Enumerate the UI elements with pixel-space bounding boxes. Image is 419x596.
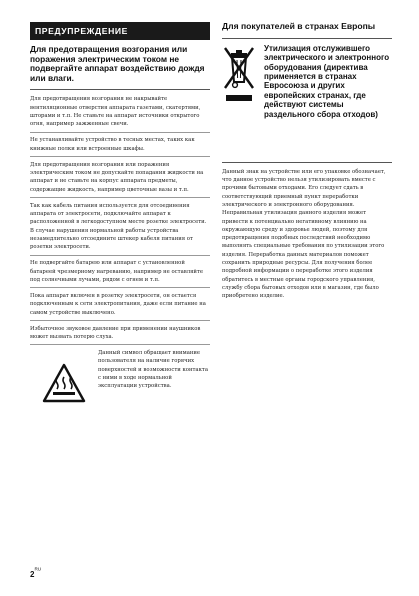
warning-subheader: Для предотвращения возгорания или поражения электрическим током не подвергайте аппарат воздействию дождя или влаги. — [30, 44, 205, 83]
crossed-bin-icon — [222, 44, 256, 92]
weee-body-text: Данный знак на устройстве или его упаковке обозначает, что данное устройство нельзя утилизировать вместе с прочими бытовыми отходами. Его следует сдать в соответствующий приемный пункт переработки электрического и электронного оборудования. Неправильная утилизация данного изделия может привести к потенциально негативному влиянию на окружающую среду и здоровье людей, поэтому для предотвращения подобных последствий необходимо выполнять специальные требования по утилизации этого изделия. Переработка данных материалов поможет сохранить природные ресурсы. Для получения более подробной информации о переработке этого изделия обратитесь в местные органы городского управления, службу сбора бытовых отходов или в магазин, где было приобретено изделие. — [222, 168, 386, 300]
weee-notice — [222, 44, 392, 162]
hot-surface-notice — [30, 349, 210, 433]
bin-underline-bar — [226, 95, 252, 101]
weee-caption: Утилизация отслужившего электрического и электронного оборудования (директива применяется в странах Евросоюза и других европейских странах, где действуют системы раздельного сбора отходов) — [264, 43, 390, 119]
warning-paragraph-5: Не подвергайте батарею или аппарат с установленной батареей чрезмерному нагреванию, например не оставляйте под солнечными лучами, рядом с огнем и т.п. — [30, 259, 210, 288]
divider — [222, 38, 392, 39]
warning-paragraph-4: Так как кабель питания используется для отсоединения аппарата от электросети, подключайте аппарат к расположенной в легкодоступном месте розетке электросети. В случае нарушения нормальной работы устройства незамедлительно отсоедините штекер кабеля питания от розетки электросети. — [30, 202, 210, 256]
warning-column — [30, 22, 210, 433]
europe-title: Для покупателей в странах Европы — [222, 21, 376, 31]
warning-header: ПРЕДУПРЕЖДЕНИЕ — [30, 22, 210, 40]
divider — [222, 162, 392, 163]
warning-paragraph-7: Избыточное звуковое давление при применении наушников может вызвать потерю слуха. — [30, 325, 210, 346]
hot-surface-warning-icon — [42, 363, 86, 403]
page-number — [30, 564, 41, 582]
divider — [30, 89, 210, 90]
warning-paragraph-2: Не устанавливайте устройство в тесных местах, таких как книжные полки или встроенные шкафы. — [30, 136, 210, 157]
warning-paragraph-1: Для предотвращения возгорания не накрывайте вентиляционные отверстия аппарата газетами, скатертями, шторами и т.п. Не ставьте на аппарат источники открытого огня, например зажженные свечи. — [30, 95, 210, 132]
warning-paragraph-3: Для предотвращения возгорания или поражения электрическим током не допускайте попадания жидкости на аппарат и не ставьте на корпус аппарата предметы, содержащие жидкость, например цветочные вазы и т.п. — [30, 161, 210, 198]
language-code: RU — [34, 566, 42, 572]
page-number-value: 2 — [30, 570, 35, 579]
warning-paragraph-6: Пока аппарат включен в розетку электросети, он остается подключенным к сети электропитания, даже если питание на самом устройстве выключено. — [30, 292, 210, 321]
hot-surface-text: Данный символ обращает внимание пользователя на наличие горячих поверхностей и возможности контакта с ними в ходе нормальной эксплуатации устройства. — [98, 349, 208, 390]
europe-column — [222, 22, 392, 304]
